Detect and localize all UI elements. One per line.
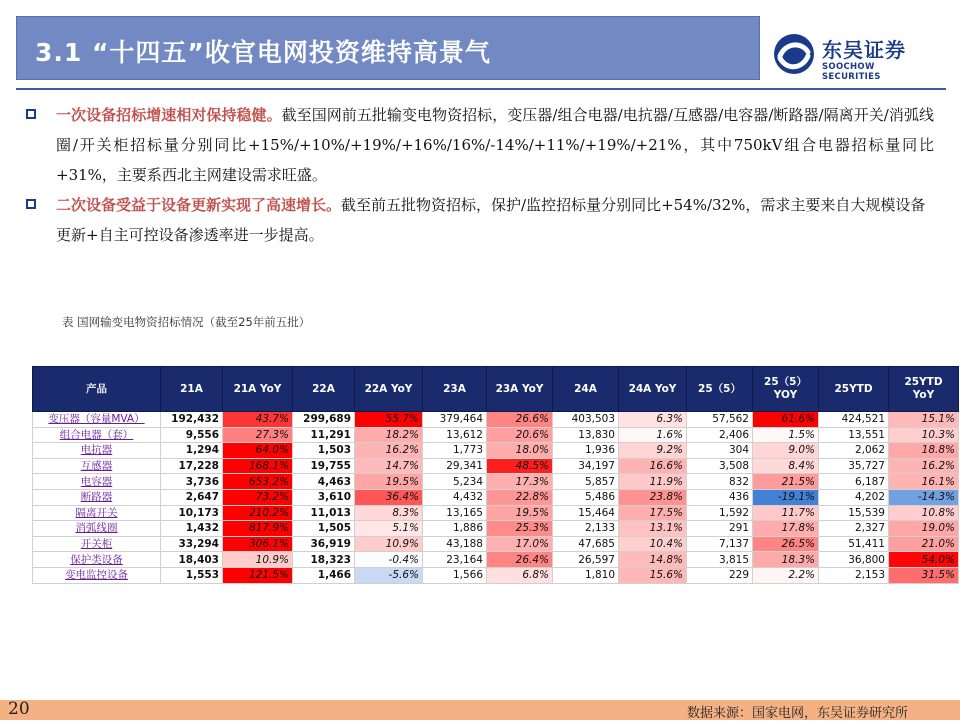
product-link[interactable]: 电抗器 (33, 443, 161, 459)
value-cell: 1,553 (161, 567, 223, 583)
value-cell: 15,539 (819, 505, 889, 521)
table-header-row (33, 367, 959, 412)
table-row (33, 521, 959, 537)
value-cell: 2,327 (819, 521, 889, 537)
yoy-cell: 210.2% (223, 505, 293, 521)
yoy-cell: 36.4% (355, 489, 423, 505)
yoy-cell: 17.5% (619, 505, 687, 521)
value-cell: 2,647 (161, 489, 223, 505)
table-row (33, 505, 959, 521)
yoy-cell: 1.6% (619, 427, 687, 443)
yoy-cell: 21.5% (753, 474, 819, 490)
value-cell: 3,508 (687, 458, 753, 474)
yoy-cell: 168.1% (223, 458, 293, 474)
product-link[interactable]: 变电监控设备 (33, 567, 161, 583)
yoy-cell: 16.2% (355, 443, 423, 459)
value-cell: 2,062 (819, 443, 889, 459)
square-bullet-icon (26, 109, 36, 119)
yoy-cell: 64.0% (223, 443, 293, 459)
value-cell: 10,173 (161, 505, 223, 521)
yoy-cell: 10.3% (889, 427, 959, 443)
yoy-cell: -0.4% (355, 552, 423, 568)
yoy-cell: 15.1% (889, 412, 959, 428)
yoy-cell: 16.6% (619, 458, 687, 474)
yoy-cell: 54.0% (889, 552, 959, 568)
yoy-cell: 61.6% (753, 412, 819, 428)
value-cell: 5,857 (553, 474, 619, 490)
data-source: 数据来源：国家电网，东吴证券研究所 (686, 706, 908, 721)
yoy-cell: 55.7% (355, 412, 423, 428)
value-cell: 1,773 (423, 443, 487, 459)
table-row (33, 443, 959, 459)
table-row (33, 427, 959, 443)
yoy-cell: 10.9% (223, 552, 293, 568)
value-cell: 18,403 (161, 552, 223, 568)
yoy-cell: 8.4% (753, 458, 819, 474)
yoy-cell: -5.6% (355, 567, 423, 583)
value-cell: 1,810 (553, 567, 619, 583)
value-cell: 4,202 (819, 489, 889, 505)
value-cell: 33,294 (161, 536, 223, 552)
value-cell: 3,610 (293, 489, 355, 505)
value-cell: 3,815 (687, 552, 753, 568)
yoy-cell: 11.9% (619, 474, 687, 490)
yoy-cell: -14.3% (889, 489, 959, 505)
value-cell: 1,505 (293, 521, 355, 537)
value-cell: 424,521 (819, 412, 889, 428)
yoy-cell: 19.5% (487, 505, 553, 521)
value-cell: 2,133 (553, 521, 619, 537)
yoy-cell: 18.0% (487, 443, 553, 459)
bullet-list (24, 100, 934, 250)
slide-title: 3.1 “十四五”收官电网投资维持高景气 (35, 38, 491, 67)
column-header: 23A YoY (487, 367, 553, 412)
yoy-cell: 17.8% (753, 521, 819, 537)
logo-chinese-name: 东吴证券 (822, 38, 906, 62)
yoy-cell: 26.4% (487, 552, 553, 568)
column-header: 产品 (33, 367, 161, 412)
yoy-cell: 653.2% (223, 474, 293, 490)
yoy-cell: 2.2% (753, 567, 819, 583)
square-bullet-icon (26, 199, 36, 209)
yoy-cell: 817.9% (223, 521, 293, 537)
value-cell: 13,551 (819, 427, 889, 443)
product-link[interactable]: 隔离开关 (33, 505, 161, 521)
table-row (33, 474, 959, 490)
yoy-cell: 19.5% (355, 474, 423, 490)
value-cell: 299,689 (293, 412, 355, 428)
product-link[interactable]: 消弧线圈 (33, 521, 161, 537)
value-cell: 192,432 (161, 412, 223, 428)
value-cell: 7,137 (687, 536, 753, 552)
value-cell: 36,800 (819, 552, 889, 568)
value-cell: 1,592 (687, 505, 753, 521)
value-cell: 18,323 (293, 552, 355, 568)
yoy-cell: 25.3% (487, 521, 553, 537)
value-cell: 17,228 (161, 458, 223, 474)
value-cell: 23,164 (423, 552, 487, 568)
yoy-cell: 14.7% (355, 458, 423, 474)
yoy-cell: 26.6% (487, 412, 553, 428)
bullet-body: 截至前五批物资招标，保护/监控招标量分别同比+54%/32%，需求主要来自大规模设备更新+自主可控设备渗透率进一步提高。 (56, 196, 926, 244)
value-cell: 832 (687, 474, 753, 490)
value-cell: 403,503 (553, 412, 619, 428)
value-cell: 13,612 (423, 427, 487, 443)
yoy-cell: 22.8% (487, 489, 553, 505)
value-cell: 1,432 (161, 521, 223, 537)
value-cell: 13,830 (553, 427, 619, 443)
value-cell: 9,556 (161, 427, 223, 443)
product-link[interactable]: 开关柜 (33, 536, 161, 552)
value-cell: 4,463 (293, 474, 355, 490)
value-cell: 43,188 (423, 536, 487, 552)
slide-title-bar (16, 16, 760, 80)
column-header: 25YTD (819, 367, 889, 412)
yoy-cell: 48.5% (487, 458, 553, 474)
yoy-cell: 1.5% (753, 427, 819, 443)
product-link[interactable]: 断路器 (33, 489, 161, 505)
bullet-lead: 二次设备受益于设备更新实现了高速增长。 (56, 196, 342, 214)
yoy-cell: -19.1% (753, 489, 819, 505)
column-header: 21A YoY (223, 367, 293, 412)
column-header: 22A YoY (355, 367, 423, 412)
yoy-cell: 11.7% (753, 505, 819, 521)
procurement-table (32, 366, 959, 584)
company-logo (772, 30, 932, 80)
yoy-cell: 18.3% (753, 552, 819, 568)
column-header: 22A (293, 367, 355, 412)
yoy-cell: 15.6% (619, 567, 687, 583)
bullet-body: 截至国网前五批输变电物资招标，变压器/组合电器/电抗器/互感器/电容器/断路器/隔离开关/消弧线圈/开关柜招标量分别同比+15%/+10%/+19%/+16%/16%/-14%/+11%/+19%/+21%，其中750kV组合电器招标量同比+31%，主要系西北主网建设需求旺盛。 (56, 106, 934, 184)
value-cell: 47,685 (553, 536, 619, 552)
value-cell: 436 (687, 489, 753, 505)
value-cell: 1,936 (553, 443, 619, 459)
yoy-cell: 17.0% (487, 536, 553, 552)
yoy-cell: 19.0% (889, 521, 959, 537)
value-cell: 35,727 (819, 458, 889, 474)
value-cell: 304 (687, 443, 753, 459)
value-cell: 291 (687, 521, 753, 537)
yoy-cell: 9.0% (753, 443, 819, 459)
table-row (33, 489, 959, 505)
value-cell: 2,406 (687, 427, 753, 443)
value-cell: 51,411 (819, 536, 889, 552)
column-header: 23A (423, 367, 487, 412)
logo-english-name: SOOCHOW SECURITIES (822, 62, 881, 82)
yoy-cell: 21.0% (889, 536, 959, 552)
product-link[interactable]: 电容器 (33, 474, 161, 490)
yoy-cell: 121.5% (223, 567, 293, 583)
value-cell: 11,013 (293, 505, 355, 521)
header-divider (16, 88, 946, 90)
yoy-cell: 14.8% (619, 552, 687, 568)
table-row (33, 552, 959, 568)
value-cell: 15,464 (553, 505, 619, 521)
value-cell: 1,886 (423, 521, 487, 537)
yoy-cell: 18.2% (355, 427, 423, 443)
yoy-cell: 20.6% (487, 427, 553, 443)
footer-bar (0, 700, 960, 720)
product-link[interactable]: 互感器 (33, 458, 161, 474)
value-cell: 1,503 (293, 443, 355, 459)
value-cell: 26,597 (553, 552, 619, 568)
bullet-item (24, 100, 934, 190)
value-cell: 5,486 (553, 489, 619, 505)
value-cell: 1,466 (293, 567, 355, 583)
column-header: 25（5） (687, 367, 753, 412)
yoy-cell: 9.2% (619, 443, 687, 459)
table-caption: 表 国网输变电物资招标情况（截至25年前五批） (62, 315, 311, 329)
soochow-logo-icon (772, 32, 816, 76)
yoy-cell: 26.5% (753, 536, 819, 552)
value-cell: 4,432 (423, 489, 487, 505)
yoy-cell: 43.7% (223, 412, 293, 428)
value-cell: 1,566 (423, 567, 487, 583)
column-header: 24A (553, 367, 619, 412)
yoy-cell: 10.9% (355, 536, 423, 552)
value-cell: 1,294 (161, 443, 223, 459)
table-row (33, 567, 959, 583)
yoy-cell: 16.2% (889, 458, 959, 474)
value-cell: 2,153 (819, 567, 889, 583)
value-cell: 6,187 (819, 474, 889, 490)
product-link[interactable]: 保护类设备 (33, 552, 161, 568)
column-header: 21A (161, 367, 223, 412)
yoy-cell: 5.1% (355, 521, 423, 537)
yoy-cell: 6.8% (487, 567, 553, 583)
table-row (33, 412, 959, 428)
yoy-cell: 10.8% (889, 505, 959, 521)
product-link[interactable]: 组合电器（套） (33, 427, 161, 443)
yoy-cell: 27.3% (223, 427, 293, 443)
value-cell: 5,234 (423, 474, 487, 490)
value-cell: 13,165 (423, 505, 487, 521)
table-row (33, 536, 959, 552)
column-header: 25（5） YOY (753, 367, 819, 412)
bullet-lead: 一次设备招标增速相对保持稳健。 (56, 106, 282, 124)
page-number: 20 (8, 699, 30, 719)
yoy-cell: 10.4% (619, 536, 687, 552)
yoy-cell: 31.5% (889, 567, 959, 583)
yoy-cell: 6.3% (619, 412, 687, 428)
yoy-cell: 18.8% (889, 443, 959, 459)
value-cell: 19,755 (293, 458, 355, 474)
product-link[interactable]: 变压器（容量MVA） (33, 412, 161, 428)
yoy-cell: 17.3% (487, 474, 553, 490)
yoy-cell: 16.1% (889, 474, 959, 490)
value-cell: 57,562 (687, 412, 753, 428)
yoy-cell: 73.2% (223, 489, 293, 505)
yoy-cell: 23.8% (619, 489, 687, 505)
value-cell: 379,464 (423, 412, 487, 428)
yoy-cell: 306.1% (223, 536, 293, 552)
yoy-cell: 8.3% (355, 505, 423, 521)
yoy-cell: 13.1% (619, 521, 687, 537)
value-cell: 34,197 (553, 458, 619, 474)
value-cell: 229 (687, 567, 753, 583)
value-cell: 36,919 (293, 536, 355, 552)
table-row (33, 458, 959, 474)
value-cell: 11,291 (293, 427, 355, 443)
column-header: 24A YoY (619, 367, 687, 412)
column-header: 25YTD YoY (889, 367, 959, 412)
value-cell: 3,736 (161, 474, 223, 490)
bullet-item (24, 190, 934, 250)
value-cell: 29,341 (423, 458, 487, 474)
